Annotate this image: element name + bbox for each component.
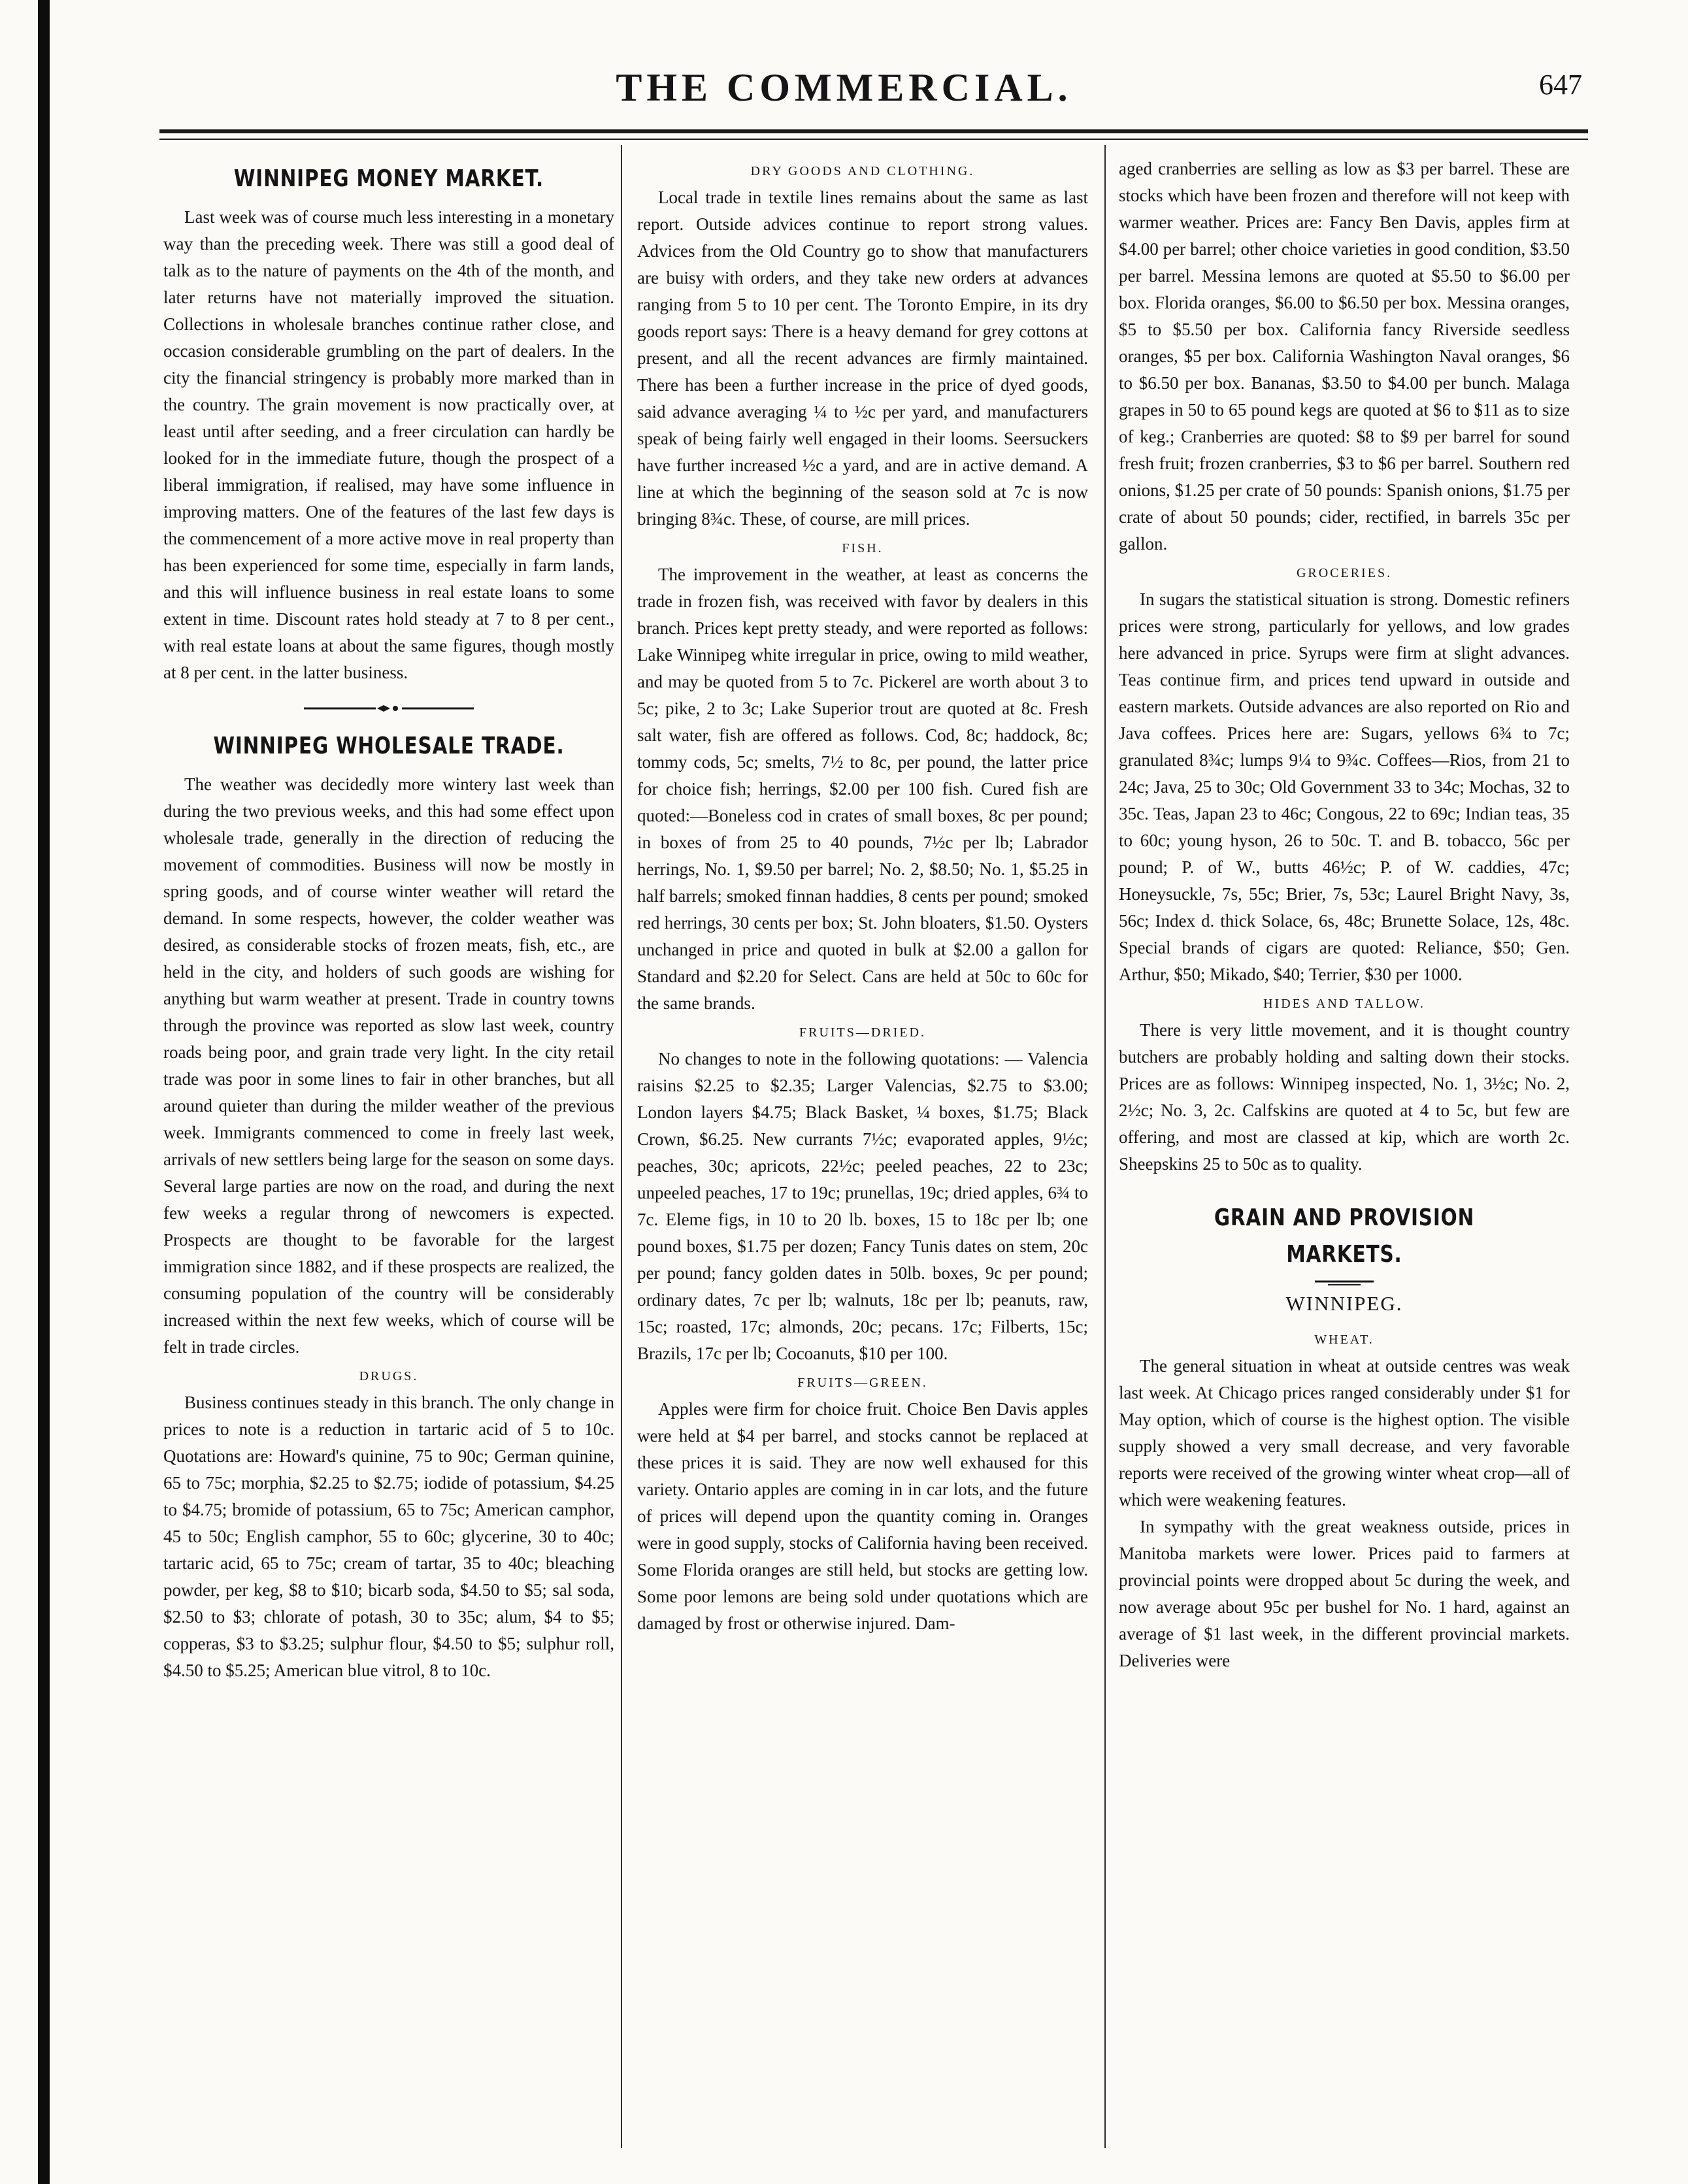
section-divider-ornament <box>304 703 474 714</box>
page-number: 647 <box>1539 69 1582 101</box>
grain-provision-heading: GRAIN AND PROVISION MARKETS. <box>1214 1204 1475 1268</box>
masthead-title: THE COMMERCIAL. <box>616 66 1072 109</box>
fruits-green-heading: FRUITS—GREEN. <box>797 1376 928 1390</box>
wheat-paragraph-1: The general situation in wheat at outside centres was weak last week. At Chicago prices ranged considerably under $1 for May option, which of course is the highest option. The visible supply showed a very small decrease, and very favorable reports were received of the growing winter wheat crop—all of which were weakening features. <box>1119 1356 1570 1510</box>
header-rule-thin <box>159 139 1588 140</box>
fruits-green-continued-paragraph: aged cranberries are selling as low as $3 per barrel. These are stocks which have been frozen and therefore will not keep with warmer weather. Prices are: Fancy Ben Davis, apples firm at $4.00 per barrel; other choice varieties in good condition, $3.50 per barrel. Messina lemons are quoted at $5.50 to $6.00 per box. Florida oranges, $6.00 to $6.50 per box. Messina oranges, $5 to $5.50 per box. California fancy Riverside seedless oranges, $5 per box. California Washington Naval oranges, $6 to $6.50 per box. Bananas, $3.50 to $4.00 per bunch. Malaga grapes in 50 to 65 pound kegs are quoted at $6 to $11 as to size of keg.; Cranberries are quoted: $8 to $9 per barrel for sound fresh fruit; frozen cranberries, $3 to $6 per barrel. Southern red onions, $1.25 per crate of 50 pounds: Spanish onions, $1.75 per crate of about 50 pounds; cider, rectified, in barrels 35c per gallon. <box>1119 159 1570 554</box>
column-2 <box>637 156 1088 1637</box>
hides-tallow-paragraph: There is very little movement, and it is thought country butchers are probably holding and salting down their stocks. Prices are as follows: Winnipeg inspected, No. 1, 3½c; No. 2, 2½c; No. 3, 2c. Calfskins are quoted at 4 to 5c, but few are offering, and most are classed at kip, which are worth 2c. Sheepskins 25 to 50c as to quality. <box>1119 1020 1570 1174</box>
wholesale-trade-paragraph: The weather was decidedly more wintery last week than during the two previous weeks, and this had some effect upon wholesale trade, generally in the direction of reducing the movement of commodities. Business will now be mostly in spring goods, and of course winter weather will retard the demand. In some respects, however, the colder weather was desired, as considerable stocks of frozen meats, fish, etc., are held in the city, and holders of such goods are wishing for anything but warm weather at present. Trade in country towns through the province was reported as slow last week, country roads being poor, and grain trade very light. In the city retail trade was poor in some lines to fair in other branches, but all around quieter than during the milder weather of the previous week. Immigrants commenced to come in freely last week, arrivals of new settlers being large for the season on some days. Several large parties are now on the road, and during the next few weeks a regular throng of newcomers is expected. Prospects are thought to be favorable for the largest immigration since 1882, and if these prospects are realized, the consuming population of the country will be considerably increased within the next few weeks, which of course will be felt in trade circles. <box>163 774 614 1357</box>
drugs-heading: DRUGS. <box>359 1369 419 1383</box>
groceries-heading: GROCERIES. <box>1296 566 1393 580</box>
fruits-dried-heading: FRUITS—DRIED. <box>799 1025 926 1040</box>
heading-dash-ornament <box>1315 1280 1374 1286</box>
dry-goods-paragraph: Local trade in textile lines remains about the same as last report. Outside advices continue to report strong values. Advices from the Old Country go to show that manufacturers are buisy with orders, and they take new orders at advances ranging from 5 to 10 per cent. The Toronto Empire, in its dry goods report says: There is a heavy demand for grey cottons at present, and all the recent advances are firmly maintained. There has been a further increase in the price of dyed goods, said advance averaging ¼ to ½c per yard, and manufacturers speak of being fairly well engaged in their looms. Seersuckers have further increased ½c a yard, and are in active demand. A line at which the beginning of the season sold at 7c is now bringing 8¾c. These, of course, are mill prices. <box>637 188 1088 529</box>
wheat-paragraph-2: In sympathy with the great weakness outside, prices in Manitoba markets were lower. Prices paid to farmers at provincial points were dropped about 5c during the week, and now average about 95c per bushel for No. 1 hard, against an average of $1 last week, in the different provincial markets. Deliveries were <box>1119 1517 1570 1670</box>
dry-goods-heading: DRY GOODS AND CLOTHING. <box>750 164 975 178</box>
winnipeg-subheading: WINNIPEG. <box>1285 1292 1403 1315</box>
column-1 <box>163 156 614 1684</box>
wheat-heading: WHEAT. <box>1314 1332 1374 1347</box>
fruits-green-paragraph: Apples were firm for choice fruit. Choice Ben Davis apples were held at $4 per barrel, and stocks cannot be replaced at these prices it is said. They are now well exhaused for this variety. Ontario apples are coming in in car lots, and the future of prices will depend upon the quantity coming in. Oranges were in good supply, stocks of California having been received. Some Florida oranges are still held, but stocks are getting low. Some poor lemons are being sold under quotations which are damaged by frost or otherwise injured. Dam- <box>637 1399 1088 1633</box>
groceries-paragraph: In sugars the statistical situation is strong. Domestic refiners prices were strong, particularly for yellows, and low grades here advanced in price. Syrups were firm at slight advances. Teas continue firm, and prices tend upward in outside and eastern markets. Outside advances are also reported on Rio and Java coffees. Prices here are: Sugars, yellows 6¾ to 7c; granulated 8¾c; lumps 9¼ to 9¾c. Coffees—Rios, from 21 to 24c; Java, 25 to 30c; Old Government 33 to 34c; Mochas, 32 to 35c. Teas, Japan 23 to 46c; Congous, 22 to 69c; Indian teas, 35 to 60c; young hyson, 26 to 50c. T. and B. tobacco, 56c per pound; P. of W., butts 46½c; P. of W. caddies, 47c; Honeysuckle, 7s, 55c; Brier, 7s, 53c; Laurel Bright Navy, 3s, 56c; Index d. thick Solace, 6s, 48c; Brunette Solace, 12s, 48c. Special brands of cigars are quoted: Reliance, $50; Gen. Arthur, $50; Mikado, $40; Terrier, $30 per 1000. <box>1119 589 1570 984</box>
hides-tallow-heading: HIDES AND TALLOW. <box>1263 997 1425 1011</box>
wholesale-trade-heading: WINNIPEG WHOLESALE TRADE. <box>213 733 565 759</box>
page-binding-edge <box>38 0 50 2184</box>
fish-paragraph: The improvement in the weather, at least as concerns the trade in frozen fish, was received with favor by dealers in this branch. Prices kept pretty steady, and were reported as follows: Lake Winnipeg white irregular in price, owing to mild weather, and may be quoted from 5 to 7c. Pickerel are worth about 3 to 5c; pike, 2 to 3c; Lake Superior trout are quoted at 8c. Fresh salt water, fish are offered as follows. Cod, 8c; haddock, 8c; tommy cods, 5c; smelts, 7½ to 8c, per pound, the latter price for choice fish; herrings, $2.00 per 100 fish. Cured fish are quoted:—Boneless cod in crates of small boxes, 8c per pound; in boxes of from 25 to 40 pounds, 7½c per lb; Labrador herrings, No. 1, $9.50 per barrel; No. 2, $8.50; No. 1, $5.25 in half barrels; smoked finnan haddies, 8 cents per pound; smoked red herrings, 30 cents per box; St. John bloaters, $1.50. Oysters unchanged in price and quoted in bulk at $2.00 a gallon for Standard and $2.20 for Select. Cans are held at 50c to 60c for the same brands. <box>637 565 1088 1013</box>
money-market-paragraph: Last week was of course much less interesting in a monetary way than the preceding week. There was still a good deal of talk as to the nature of payments on the 4th of the month, and later returns have not materially improved the situation. Collections in wholesale branches continue rather close, and occasion considerable grumbling on the part of dealers. In the city the financial stringency is probably more marked than in the country. The grain movement is now practically over, at least until after seeding, and a freer circulation can hardly be looked for in the immediate future, though the prospect of a liberal immigration, if realised, may have some influence in improving matters. One of the features of the last few days is the commencement of a more active move in real property than has been experienced for some time, especially in farm lands, and this will influence business in real estate loans to some extent in time. Discount rates hold steady at 7 to 8 per cent., with real estate loans at about the same figures, though mostly at 8 per cent. in the latter business. <box>163 207 614 682</box>
fish-heading: FISH. <box>842 541 884 555</box>
money-market-heading: WINNIPEG MONEY MARKET. <box>233 165 544 192</box>
column-divider-1 <box>621 145 622 2148</box>
fruits-dried-paragraph: No changes to note in the following quotations: — Valencia raisins $2.25 to $2.35; Larger Valencias, $2.75 to $3.00; London layers $4.75; Black Basket, ¼ boxes, $1.75; Black Crown, $6.25. New currants 7½c; evaporated apples, 9½c; peaches, 30c; apricots, 22½c; peeled peaches, 22 to 23c; unpeeled peaches, 17 to 19c; prunellas, 19c; dried apples, 6¾ to 7c. Eleme figs, in 10 to 20 lb. boxes, 15 to 18c per lb; one pound boxes, $1.75 per dozen; Fancy Tunis dates on stem, 20c per pound; fancy golden dates in 50lb. boxes, 9c per pound; ordinary dates, 7c per lb; walnuts, 18c per lb; peanuts, raw, 15c; roasted, 17c; almonds, 20c; pecans. 17c; Filberts, 15c; Brazils, 17c per lb; Cocoanuts, $10 per 100. <box>637 1049 1088 1363</box>
drugs-paragraph: Business continues steady in this branch. The only change in prices to note is a reduction in tartaric acid of 5 to 10c. Quotations are: Howard's quinine, 75 to 90c; German quinine, 65 to 75c; morphia, $2.25 to $2.75; iodide of potassium, $4.25 to $4.75; bromide of potassium, 65 to 75c; American camphor, 45 to 50c; English camphor, 55 to 60c; glycerine, 30 to 40c; tartaric acid, 65 to 75c; cream of tartar, 35 to 40c; bleaching powder, per keg, $8 to $10; bicarb soda, $4.50 to $5; sal soda, $2.50 to $3; chlorate of potash, 30 to 35c; alum, $4 to $5; copperas, $3 to $3.25; sulphur flour, $4.50 to $5; sulphur roll, $4.50 to $5.25; American blue vitrol, 8 to 10c. <box>163 1393 614 1680</box>
column-3 <box>1119 156 1570 1674</box>
header-rule-thick <box>159 129 1588 133</box>
column-divider-2 <box>1104 145 1106 2148</box>
